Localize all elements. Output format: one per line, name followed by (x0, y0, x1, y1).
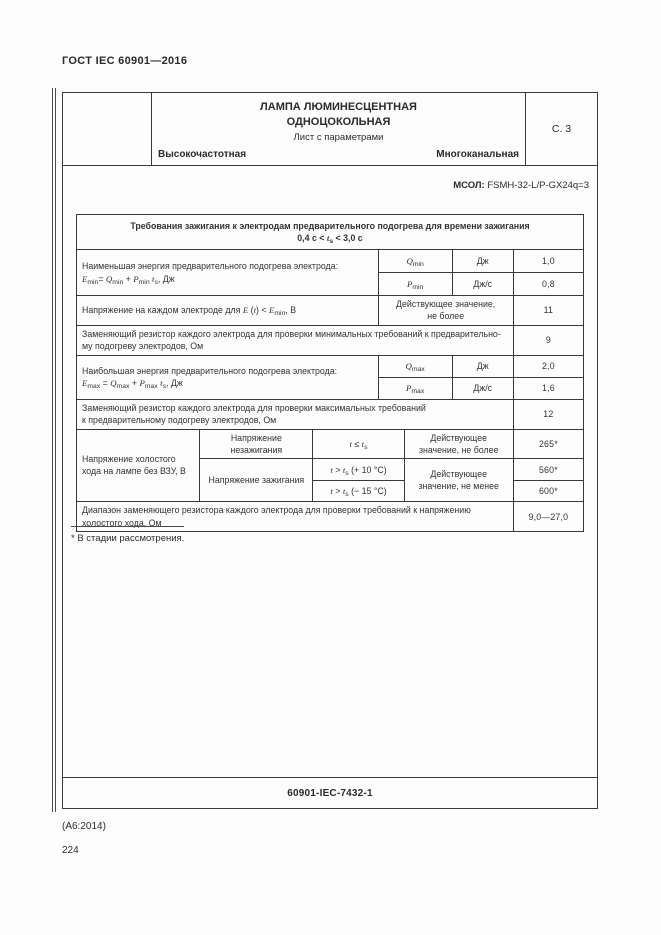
max-energy-row-1 (77, 355, 584, 377)
ignition-value-plus10: 560* (513, 459, 583, 481)
ignition-label: Напряжение зажигания (200, 459, 313, 502)
page-number: 224 (62, 845, 79, 856)
qmax-value: 2,0 (513, 355, 583, 377)
qmin-symbol: $Q_{min}$ (378, 250, 452, 273)
tag-high-frequency: Высокочастотная (158, 149, 247, 160)
min-resistor-value: 9 (513, 325, 583, 355)
no-ignition-criterion: Действующее значение, не более (404, 429, 513, 459)
lamp-type-tags (157, 149, 520, 161)
pmin-symbol: $P_{min}$ (378, 273, 452, 296)
document-standard-header: ГОСТ IEC 60901—2016 (62, 55, 188, 67)
resistor-range-value: 9,0—27,0 (513, 502, 583, 532)
max-resistor-desc: Заменяющий резистор каждого электрода для проверки максимальных требований к предварительному подогреву электродов, Ом (77, 399, 514, 429)
header-title-cell (152, 93, 525, 165)
max-resistor-value: 12 (513, 399, 583, 429)
min-energy-row-1 (77, 250, 584, 273)
no-ignition-condition: $t \le t_s$ (313, 429, 404, 459)
footnote-text: * В стадии рассмотрения. (71, 533, 185, 544)
pmax-unit: Дж/с (452, 377, 513, 399)
electrode-voltage-value: 11 (513, 296, 583, 326)
open-circuit-desc: Напряжение холостого хода на лампе без ВЗУ, В (77, 429, 200, 502)
ignition-requirements-table (76, 214, 584, 532)
electrode-voltage-criterion: Действующее значение, не более (378, 296, 513, 326)
open-circuit-row-1 (77, 429, 584, 459)
ignition-condition-plus10: $t > t_s$ (+ 10 °С) (313, 459, 404, 481)
qmax-unit: Дж (452, 355, 513, 377)
pmin-unit: Дж/с (452, 273, 513, 296)
lamp-title-line2: ОДНОЦОКОЛЬНАЯ (286, 115, 391, 128)
mcol-value: FSMH-32-L/P-GX24q=3 (484, 180, 589, 191)
electrode-voltage-row (77, 296, 584, 326)
table-title: Требования зажигания к электродам предварительного подогрева для времени зажигания 0,4 $с < t_s < 3,0$ с (77, 215, 584, 250)
lamp-title-line1: ЛАМПА ЛЮМИНЕСЦЕНТНАЯ (260, 101, 417, 113)
ignition-requirements-table-wrap (76, 214, 584, 532)
footnote-rule (71, 526, 184, 527)
pmin-value: 0,8 (513, 273, 583, 296)
header-empty-cell (63, 93, 152, 165)
ignition-value-minus15: 600* (513, 481, 583, 502)
ignition-criterion: Действующее значение, не менее (404, 459, 513, 502)
min-resistor-row (77, 325, 584, 355)
max-resistor-row (77, 399, 584, 429)
electrode-voltage-desc: Напряжение на каждом электроде для E $(t) < E_{min}$, В (77, 296, 379, 326)
sheet-subtitle: Лист с параметрами (293, 131, 384, 143)
mcol-designation (453, 180, 589, 191)
min-resistor-desc: Заменяющий резистор каждого электрода для проверки минимальных требований к предварительно- му подогреву электродов, Ом (77, 325, 514, 355)
no-ignition-value: 265* (513, 429, 583, 459)
resistor-range-desc: Диапазон заменяющего резистора каждого электрода для проверки требований к напряжению холостого хода, Ом (77, 502, 514, 532)
qmax-symbol: $Q_{max}$ (378, 355, 452, 377)
ignition-condition-minus15: $t > t_s$ (− 15 °С) (313, 481, 404, 502)
min-energy-desc: Наименьшая энергия предварительного подогрева электрода: $E_{min}= Q_{min} + P_{min}$ $t_s$, Дж (77, 250, 379, 296)
mcol-label: МСОЛ: (453, 180, 485, 191)
no-ignition-label: Напряжение незажигания (200, 429, 313, 459)
qmin-unit: Дж (452, 250, 513, 273)
amendment-reference: (А6:2014) (62, 821, 106, 832)
pmax-value: 1,6 (513, 377, 583, 399)
sheet-footer-code: 60901-IEC-7432-1 (63, 777, 597, 808)
qmin-value: 1,0 (513, 250, 583, 273)
pmax-symbol: $P_{max}$ (378, 377, 452, 399)
sheet-header (63, 93, 597, 166)
max-energy-desc: Наибольшая энергия предварительного подогрева электрода: $E_{max} = Q_{max} + P_{max}$ $t_s$, Дж (77, 355, 379, 399)
sheet-page-ref: С. 3 (525, 93, 597, 165)
tag-multichannel: Многоканальная (436, 149, 519, 160)
parameter-sheet-card (62, 92, 598, 809)
footnote (71, 526, 184, 544)
table-title-row (77, 215, 584, 250)
binding-margin-line (52, 88, 56, 812)
